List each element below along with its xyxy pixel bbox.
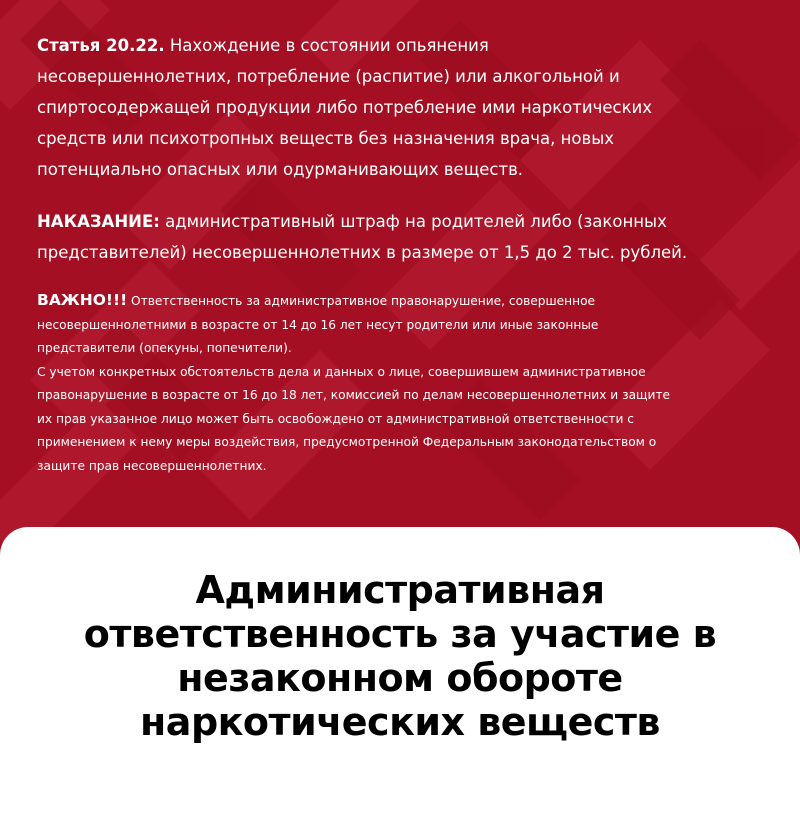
title-line: Административная — [195, 568, 605, 612]
important-line: представители (опекуны, попечители). — [37, 341, 292, 355]
article-line: спиртосодержащей продукции либо потребление ими наркотических — [37, 98, 653, 117]
important-label: ВАЖНО!!! — [37, 291, 128, 309]
important-line: правонарушение в возрасте от 16 до 18 лет, комиссией по делам несовершеннолетних и защите — [37, 388, 671, 402]
article-line: Нахождение в состоянии опьянения — [164, 36, 489, 55]
important-line: защите прав несовершеннолетних. — [37, 458, 267, 473]
article-label: Статья 20.22. — [37, 36, 165, 55]
important-line: Ответственность за административное правонарушение, совершенное — [127, 294, 596, 308]
punishment-line: административный штраф на родителей либо (законных — [159, 212, 667, 231]
article-paragraph — [37, 30, 767, 185]
title-line: ответственность за участие в — [83, 612, 717, 656]
important-paragraph — [37, 289, 767, 478]
body-text — [37, 30, 767, 478]
article-line: средств или психотропных веществ без назначения врача, новых — [37, 129, 615, 148]
important-line: их прав указанное лицо может быть освобождено от административной ответственности с — [37, 411, 634, 426]
punishment-paragraph — [37, 206, 767, 268]
page-title — [0, 568, 800, 744]
title-line: наркотических веществ — [140, 700, 660, 744]
punishment-line: представителей) несовершеннолетних в размере от 1,5 до 2 тыс. рублей. — [37, 243, 688, 262]
punishment-label: НАКАЗАНИЕ: — [37, 212, 160, 231]
important-line: несовершеннолетними в возрасте от 14 до 16 лет несут родители или иные законные — [37, 317, 599, 332]
important-line: С учетом конкретных обстоятельств дела и данных о лице, совершившем административное — [37, 364, 646, 379]
article-line: потенциально опасных или одурманивающих веществ. — [37, 160, 524, 179]
article-line: несовершеннолетних, потребление (распитие) или алкогольной и — [37, 67, 620, 86]
title-line: незаконном обороте — [177, 656, 623, 700]
important-line: применением к нему меры воздействия, предусмотренной Федеральным законодательством о — [37, 435, 657, 449]
